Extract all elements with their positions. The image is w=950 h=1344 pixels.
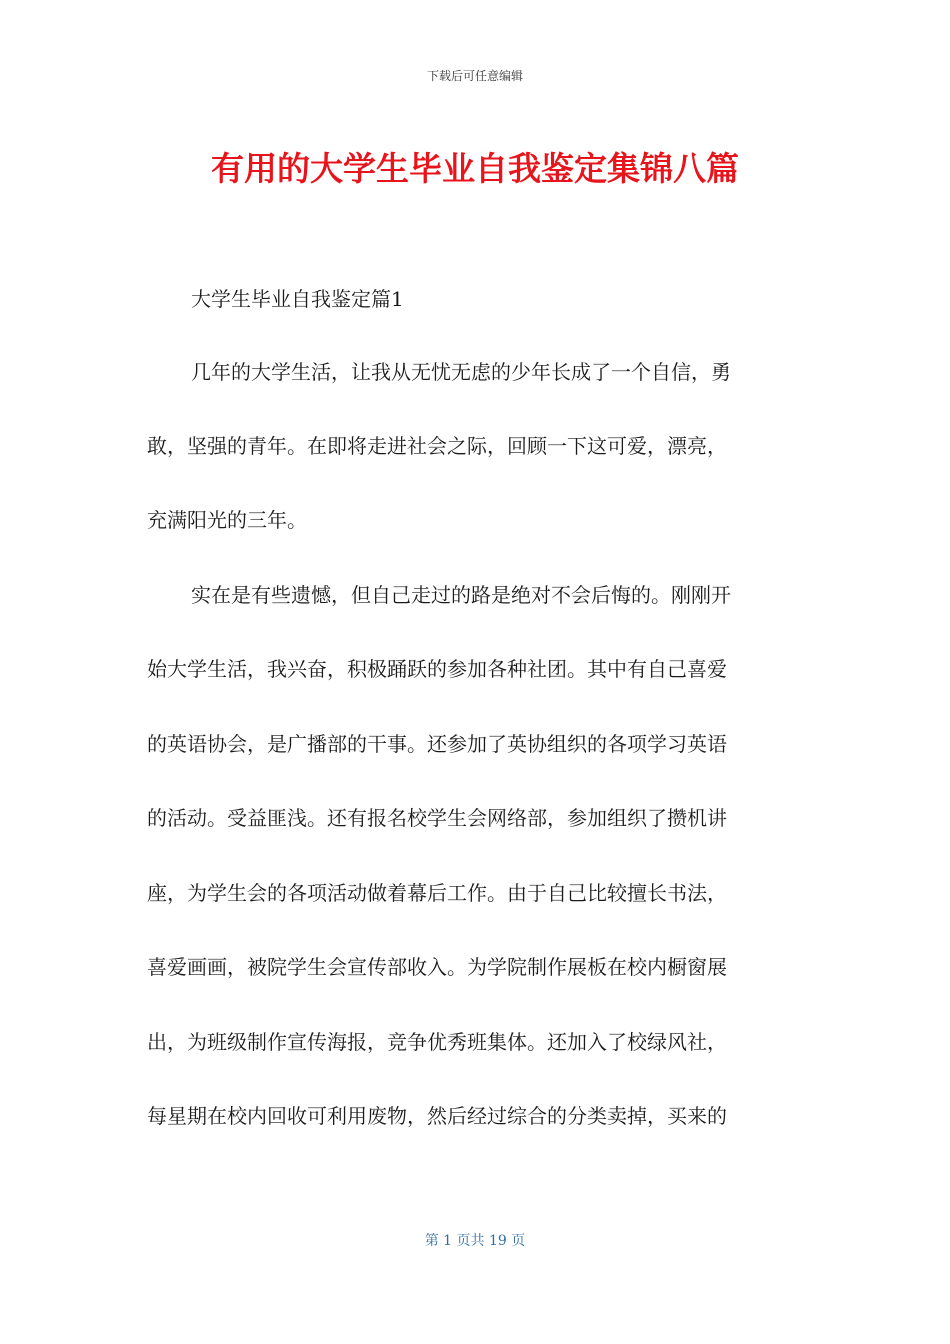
page-number-footer: 第 1 页共 19 页 (424, 1233, 526, 1249)
paragraph-line: 实在是有些遗憾，但自己走过的路是绝对不会后悔的。刚刚开 (191, 583, 731, 607)
paragraph-line: 座，为学生会的各项活动做着幕后工作。由于自己比较擅长书法， (147, 881, 727, 905)
section-heading: 大学生毕业自我鉴定篇1 (191, 287, 404, 311)
paragraph-line: 充满阳光的三年。 (147, 508, 307, 532)
paragraph-line: 每星期在校内回收可利用废物，然后经过综合的分类卖掉，买来的 (147, 1104, 727, 1128)
paragraph-line: 的英语协会，是广播部的干事。还参加了英协组织的各项学习英语 (147, 732, 727, 756)
paragraph-line: 出，为班级制作宣传海报，竞争优秀班集体。还加入了校绿风社， (147, 1030, 727, 1054)
paragraph-line: 喜爱画画，被院学生会宣传部收入。为学院制作展板在校内橱窗展 (147, 955, 727, 979)
paragraph-line: 的活动。受益匪浅。还有报名校学生会网络部，参加组织了攒机讲 (147, 806, 727, 830)
paragraph-line: 几年的大学生活，让我从无忧无虑的少年长成了一个自信，勇 (191, 360, 731, 384)
paragraph-line: 始大学生活，我兴奋，积极踊跃的参加各种社团。其中有自己喜爱 (147, 657, 727, 681)
document-title: 有用的大学生毕业自我鉴定集锦八篇 (211, 149, 739, 188)
header-note: 下载后可任意编辑 (426, 69, 523, 83)
paragraph-line: 敢，坚强的青年。在即将走进社会之际，回顾一下这可爱，漂亮， (147, 434, 727, 458)
